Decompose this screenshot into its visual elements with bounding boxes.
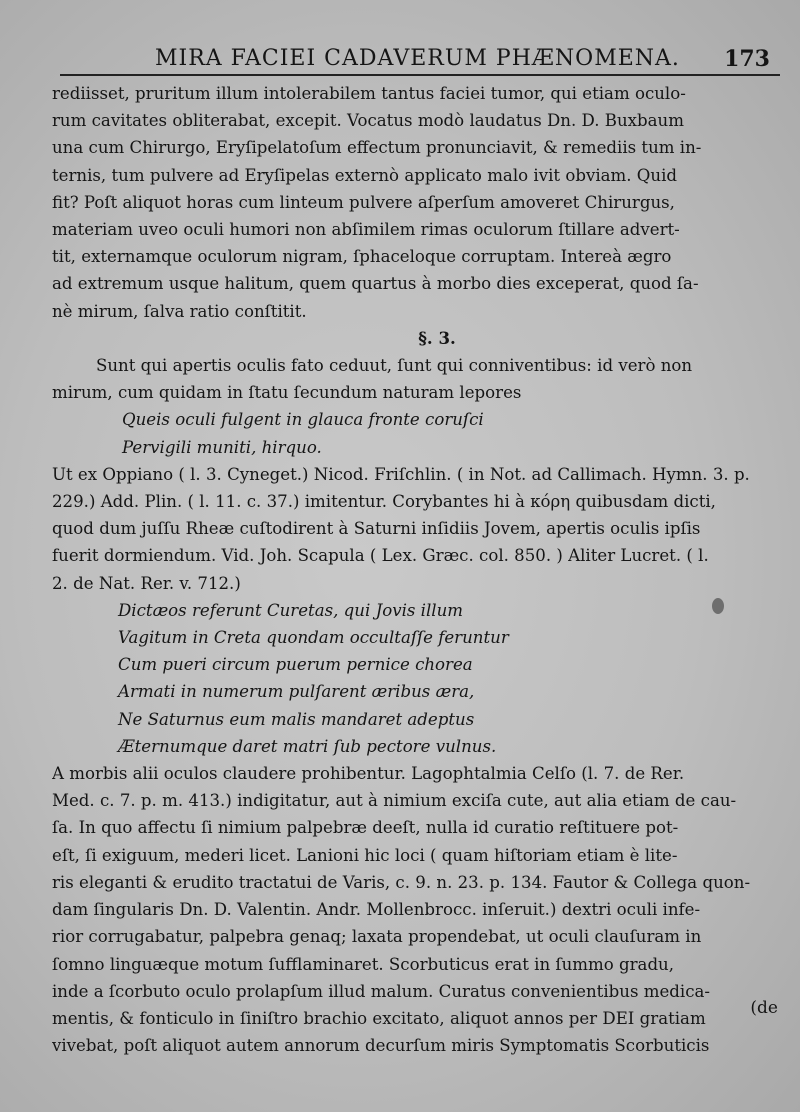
- verse-line: Pervigili muniti, hirquo.: [122, 437, 322, 457]
- text-line: una cum Chirurgo, Eryſipelatoſum effectum pronunciavit, & remediis tum in-: [52, 138, 702, 158]
- verse-line: Ne Saturnus eum malis mandaret adeptus: [118, 709, 475, 729]
- text-line: ad extremum usque halitum, quem quartus à morbo dies exceperat, quod ſa-: [52, 274, 699, 294]
- text-line: 229.) Add. Plin. ( l. 11. c. 37.) imitentur. Corybantes hi à κόρη quibusdam dicti,: [52, 492, 716, 512]
- text-line: rum cavitates obliterabat, excepit. Vocatus modò laudatus Dn. D. Buxbaum: [52, 111, 684, 131]
- ink-blot: [712, 598, 724, 614]
- verse-line: Vagitum in Creta quondam occultaſſe feruntur: [118, 628, 509, 648]
- running-title: MIRA FACIEI CADAVERUM PHÆNOMENA.: [155, 46, 680, 71]
- section-mark: §. 3.: [418, 327, 456, 348]
- text-line: inde a ſcorbuto oculo prolapſum illud malum. Curatus convenientibus medica-: [52, 981, 711, 1001]
- text-line: rior corrugabatur, palpebra genaq; laxata propendebat, ut oculi clauſuram in: [52, 927, 702, 947]
- text-line: tit, externamque oculorum nigram, ſphaceloque corruptam. Intereà ægro: [52, 247, 672, 267]
- text-line: fit? Poſt aliquot horas cum linteum pulvere aſperſum amoveret Chirurgus,: [52, 192, 675, 212]
- text-line: fuerit dormiendum. Vid. Joh. Scapula ( Lex. Græc. col. 850. ) Aliter Lucret. ( l.: [52, 546, 709, 566]
- text-line: materiam uveo oculi humori non abſimilem rimas oculorum ſtillare advert-: [52, 220, 680, 240]
- text-line: eſt, ſi exiguum, mederi licet. Lanioni hic loci ( quam hiſtoriam etiam è lite-: [52, 845, 678, 865]
- text-line: ſomno linguæque motum ſufflaminaret. Scorbuticus erat in ſummo gradu,: [52, 954, 675, 974]
- text-line: rediisset, pruritum illum intolerabilem tantus faciei tumor, qui etiam oculo-: [52, 84, 686, 103]
- verse-line: Cum pueri circum puerum pernice chorea: [118, 655, 473, 675]
- text-line: mentis, & fonticulo in ſiniſtro brachio excitato, aliquot annos per DEI gratiam: [52, 1008, 706, 1028]
- verse-line: Armati in numerum pulſarent æribus æra,: [118, 682, 475, 702]
- text-line: ternis, tum pulvere ad Eryſipelas externò applicato malo ivit obviam. Quid: [52, 165, 678, 185]
- text-line: ſa. In quo affectu ſi nimium palpebræ deeſt, nulla id curatio reſtituere pot-: [52, 818, 679, 838]
- text-line: quod dum juſſu Rheæ cuſtodirent à Saturni inſidiis Jovem, apertis oculis ipſis: [52, 519, 701, 539]
- catchword: (de: [750, 998, 778, 1018]
- text-line: Ut ex Oppiano ( l. 3. Cyneget.) Nicod. Friſchlin. ( in Not. ad Callimach. Hymn. 3. p.: [52, 464, 750, 484]
- page-header: [60, 40, 780, 76]
- text-line: vivebat, poſt aliquot autem annorum decurſum miris Symptomatis Scorbuticis: [52, 1036, 710, 1056]
- text-line: ris eleganti & erudito tractatui de Varis, c. 9. n. 23. p. 134. Fautor & Collega quon-: [52, 872, 751, 892]
- page-number: 173: [724, 46, 770, 72]
- text-line: 2. de Nat. Rer. v. 712.): [52, 573, 241, 593]
- text-line: A morbis alii oculos claudere prohibentur. Lagophtalmia Celſo (l. 7. de Rer.: [52, 764, 685, 784]
- text-line: mirum, cum quidam in ſtatu ſecundum naturam lepores: [52, 383, 522, 403]
- body-text: [52, 80, 782, 1059]
- verse-line: Dictæos referunt Curetas, qui Jovis illum: [118, 600, 464, 620]
- verse-line: Æternumque daret matri ſub pectore vulnus.: [118, 736, 497, 756]
- text-line: Sunt qui apertis oculis fato ceduut, ſunt qui conniventibus: id verò non: [96, 356, 693, 376]
- header-rule: [60, 74, 780, 76]
- text-line: dam ſingularis Dn. D. Valentin. Andr. Mollenbrocc. inſeruit.) dextri oculi infe-: [52, 900, 701, 920]
- verse-line: Queis oculi fulgent in glauca fronte coruſci: [122, 410, 484, 430]
- text-line: nè mirum, ſalva ratio conſtitit.: [52, 301, 307, 321]
- text-line: Med. c. 7. p. m. 413.) indigitatur, aut à nimium exciſa cute, aut alia etiam de cau-: [52, 791, 737, 811]
